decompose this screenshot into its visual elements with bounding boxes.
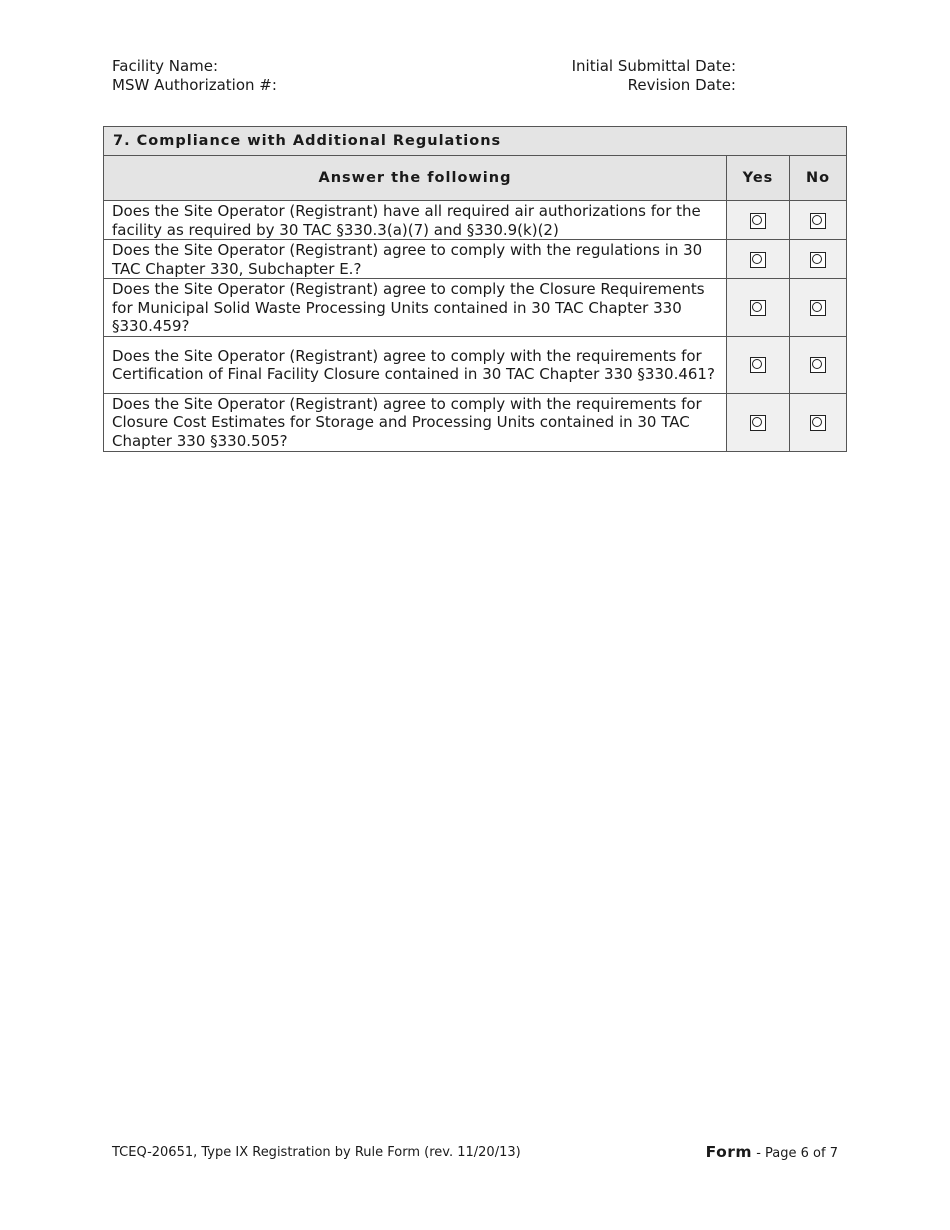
revision-date-label: Revision Date: [627,76,736,94]
no-radio-button[interactable] [810,213,826,229]
no-radio-button[interactable] [810,357,826,373]
no-cell [790,393,847,451]
initial-submittal-date-label: Initial Submittal Date: [571,57,736,75]
column-header-no: No [790,156,847,201]
no-cell [790,336,847,393]
question-text: Does the Site Operator (Registrant) agree to comply the Closure Requirements for Municipal Solid Waste Processing Units contained in 30 TAC Chapter 330 §330.459? [104,279,727,337]
question-text: Does the Site Operator (Registrant) agree to comply with the regulations in 30 TAC Chapter 330, Subchapter E.? [104,240,727,279]
table-row [104,393,847,451]
yes-radio-button[interactable] [750,300,766,316]
yes-cell [727,201,790,240]
question-text: Does the Site Operator (Registrant) agree to comply with the requirements for Closure Cost Estimates for Storage and Processing Units contained in 30 TAC Chapter 330 §330.505? [104,393,727,451]
no-cell [790,279,847,337]
column-header-question: Answer the following [104,156,727,201]
column-header-yes: Yes [727,156,790,201]
facility-name-label: Facility Name: [112,57,219,75]
no-radio-button[interactable] [810,252,826,268]
yes-radio-button[interactable] [750,252,766,268]
footer-separator: - [756,1146,761,1161]
footer-page-info [706,1143,838,1161]
yes-radio-button[interactable] [750,415,766,431]
footer-page-number: Page 6 of 7 [765,1146,838,1161]
yes-cell [727,336,790,393]
msw-authorization-label: MSW Authorization #: [112,76,277,94]
section-title: 7. Compliance with Additional Regulations [104,127,847,156]
table-row [104,240,847,279]
no-radio-button[interactable] [810,415,826,431]
table-row [104,201,847,240]
yes-cell [727,393,790,451]
header-right [520,57,736,95]
no-radio-button[interactable] [810,300,826,316]
no-cell [790,201,847,240]
no-cell [790,240,847,279]
footer-form-id: TCEQ-20651, Type IX Registration by Rule Form (rev. 11/20/13) [112,1145,521,1160]
compliance-table [103,126,847,452]
yes-radio-button[interactable] [750,357,766,373]
yes-cell [727,240,790,279]
footer-form-label: Form [705,1143,753,1161]
question-text: Does the Site Operator (Registrant) have all required air authorizations for the facility as required by 30 TAC §330.3(a)(7) and §330.9(k)(2) [104,201,727,240]
yes-cell [727,279,790,337]
table-row [104,336,847,393]
header-left [112,57,277,95]
question-text: Does the Site Operator (Registrant) agree to comply with the requirements for Certification of Final Facility Closure contained in 30 TAC Chapter 330 §330.461? [104,336,727,393]
yes-radio-button[interactable] [750,213,766,229]
table-row [104,279,847,337]
